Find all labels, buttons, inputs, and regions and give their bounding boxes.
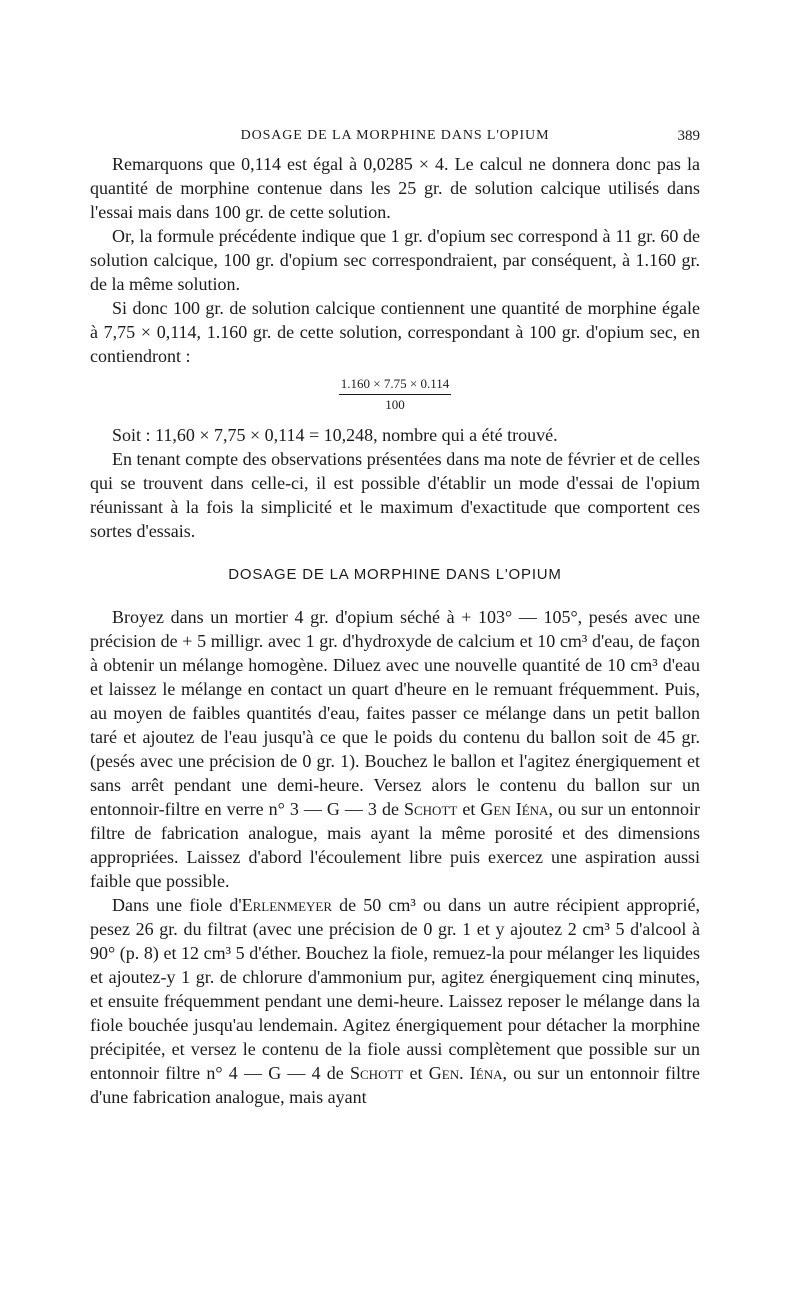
formula-denominator: 100 (385, 397, 405, 412)
page-number: 389 (677, 128, 700, 144)
paragraph: Or, la formule précédente indique que 1 gr. d'opium sec correspond à 11 gr. 60 de solution calcique, 100 gr. d'opium sec correspondraient, par conséquent, à 1.160 gr. de la même solution. (90, 226, 700, 294)
paragraph (90, 605, 700, 893)
formula (90, 376, 700, 413)
author-name: Schott (403, 799, 458, 819)
fraction-box (339, 376, 451, 413)
paragraph: Remarquons que 0,114 est égal à 0,0285 × 4. Le calcul ne donnera donc pas la quantité de morphine contenue dans les 25 gr. de solution calcique utilisés dans l'essai mais dans 100 gr. de cette solution. (90, 154, 700, 222)
author-name: Gen Iéna (480, 799, 549, 819)
text-run: Broyez dans un mortier 4 gr. d'opium séché à + 103° — 105°, pesés avec une précision de + 5 milligr. avec 1 gr. d'hydroxyde de calcium et 10 cm³ d'eau, de façon à obtenir un mélange homogène. Diluez avec une nouvelle quantité de 10 cm³ d'eau et laissez le mélange en contact un quart d'heure en le remuant fréquemment. Puis, au moyen de faibles quantités d'eau, faites passer ce mélange dans un petit ballon taré et ajoutez de l'eau jusqu'à ce que le poids du contenu du ballon soit de 45 gr. (pesés avec une précision de 0 gr. 1). Bouchez le ballon et l'agitez énergiquement et sans arrêt pendant une demi-heure. Versez alors le contenu du ballon sur un entonnoir-filtre en verre n° 3 — G — 3 de (90, 607, 700, 819)
running-title: DOSAGE DE LA MORPHINE DANS L'OPIUM (240, 128, 550, 143)
text-run: et (403, 1063, 429, 1083)
author-name: Gen. Iéna (428, 1063, 503, 1083)
text-run: , ou sur un entonnoir filtre d'une fabrication analogue, mais ayant (90, 1063, 700, 1107)
text-run: , ou sur un entonnoir filtre de fabrication analogue, mais ayant la même porosité et des dimensions appropriées. Laissez d'abord l'écoulement libre puis exercez une aspiration aussi faible que possible. (90, 799, 701, 891)
paragraph (90, 893, 700, 1109)
text-run: et (457, 799, 481, 819)
section-title: DOSAGE DE LA MORPHINE DANS L'OPIUM (228, 566, 562, 583)
author-name: Schott (350, 1063, 404, 1083)
text-run: Dans une fiole d' (112, 895, 242, 915)
text-run: de 50 cm³ ou dans un autre récipient approprié, pesez 26 gr. du filtrat (avec une précision de 0 gr. 1 et y ajoutez 2 cm³ 5 d'alcool à 90° (p. 8) et 12 cm³ 5 d'éther. Bouchez la fiole, remuez-la pour mélanger les liquides et ajoutez-y 1 gr. de chlorure d'ammonium pur, agitez énergiquement cinq minutes, et ensuite fréquemment pendant une demi-heure. Laissez reposer le mélange dans la fiole bouchée jusqu'au lendemain. Agitez énergiquement pour détacher la morphine précipitée, et versez le contenu de la fiole aussi complètement que possible sur un entonnoir filtre n° 4 — G — 4 de (90, 895, 700, 1083)
paragraph: En tenant compte des observations présentées dans ma note de février et de celles qui se trouvent dans celle-ci, il est possible d'établir un mode d'essai de l'opium réunissant à la fois la simplicité et le maximum d'exactitude que comportent ces sortes d'essais. (90, 449, 700, 541)
running-head (90, 128, 700, 148)
author-name: Erlenmeyer (241, 895, 333, 915)
paragraph: Soit : 11,60 × 7,75 × 0,114 = 10,248, nombre qui a été trouvé. (112, 425, 558, 445)
paragraph: Si donc 100 gr. de solution calcique contiennent une quantité de morphine égale à 7,75 × 0,114, 1.160 gr. de cette solution, correspondant à 100 gr. d'opium sec, en contiendront : (90, 298, 700, 366)
body-text (90, 152, 700, 1109)
formula-numerator: 1.160 × 7.75 × 0.114 (339, 376, 451, 395)
